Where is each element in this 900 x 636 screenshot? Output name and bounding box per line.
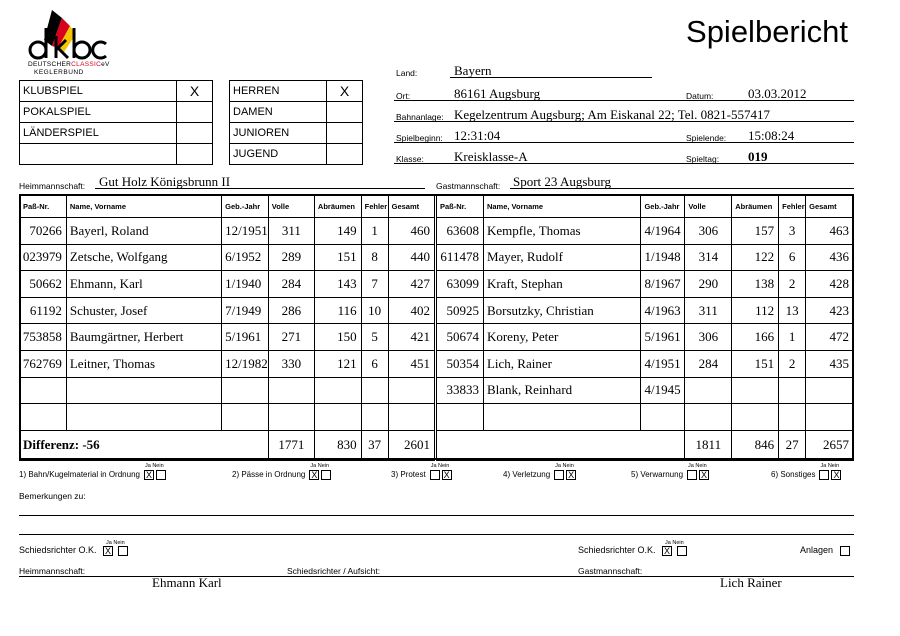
jugend-label: JUGEND — [230, 144, 327, 165]
home-player-row — [20, 244, 435, 271]
player-pass[interactable]: 70266 — [20, 218, 67, 245]
player-name[interactable]: Bayerl, Roland — [66, 218, 221, 245]
player-gesamt[interactable]: 463 — [806, 218, 854, 245]
player-pass[interactable]: 762769 — [20, 350, 67, 377]
player-geb[interactable]: 4/1951 — [641, 350, 685, 377]
guest-player-row — [437, 350, 854, 377]
player-name[interactable]: Kraft, Stephan — [483, 271, 641, 298]
check-item: 6) Sonstiges Ja Nein X — [771, 463, 840, 480]
referee-guest-nein-checkbox[interactable] — [677, 546, 687, 556]
ort-label: Ort: — [396, 91, 411, 101]
player-geb[interactable]: 1/1940 — [222, 271, 269, 298]
game-type-table — [19, 80, 213, 165]
player-name[interactable]: Mayer, Rudolf — [483, 244, 641, 271]
player-name[interactable]: Lich, Rainer — [483, 350, 641, 377]
check-nein-checkbox[interactable]: X — [568, 470, 575, 480]
player-geb[interactable]: 4/1964 — [641, 218, 685, 245]
player-volle[interactable]: 284 — [268, 271, 314, 298]
player-fehler[interactable]: 1 — [361, 218, 388, 245]
player-volle[interactable] — [685, 377, 732, 404]
player-pass[interactable]: 50674 — [437, 324, 484, 351]
home-total-abr: 830 — [314, 430, 361, 460]
check-ja-checkbox[interactable] — [819, 470, 829, 480]
player-geb[interactable]: 12/1951 — [222, 218, 269, 245]
player-volle[interactable] — [685, 404, 732, 431]
home-player-row — [20, 297, 435, 324]
player-volle[interactable]: 311 — [685, 297, 732, 324]
player-fehler[interactable]: 7 — [361, 271, 388, 298]
home-player-row — [20, 324, 435, 351]
player-pass[interactable]: 753858 — [20, 324, 67, 351]
guest-signature-label: Gastmannschaft: — [578, 566, 643, 576]
col-volle: Volle — [268, 195, 314, 218]
player-geb[interactable]: 5/1961 — [641, 324, 685, 351]
player-volle[interactable]: 290 — [685, 271, 732, 298]
player-fehler[interactable] — [779, 404, 806, 431]
spielbeginn-value[interactable]: 12:31:04 — [454, 128, 501, 143]
pokalspiel-label: POKALSPIEL — [20, 102, 177, 123]
player-fehler[interactable]: 6 — [361, 350, 388, 377]
player-fehler[interactable]: 13 — [779, 297, 806, 324]
player-pass[interactable]: 023979 — [20, 244, 67, 271]
player-pass[interactable]: 50354 — [437, 350, 484, 377]
player-gesamt[interactable]: 427 — [388, 271, 434, 298]
check-item: 4) Verletzung Ja Nein X — [503, 463, 575, 480]
player-geb[interactable] — [222, 404, 269, 431]
player-geb[interactable]: 5/1961 — [222, 324, 269, 351]
home-results-table — [19, 194, 435, 461]
junioren-label: JUNIOREN — [230, 123, 327, 144]
col-geb: Geb.-Jahr — [641, 195, 685, 218]
home-player-row — [20, 218, 435, 245]
category-table — [229, 80, 363, 165]
land-value[interactable]: Bayern — [454, 63, 492, 78]
player-fehler[interactable] — [361, 377, 388, 404]
home-total-fehler: 37 — [361, 430, 388, 460]
laenderspiel-label: LÄNDERSPIEL — [20, 123, 177, 144]
col-gesamt: Gesamt — [806, 195, 854, 218]
player-abr[interactable]: 150 — [314, 324, 361, 351]
col-geb: Geb.-Jahr — [222, 195, 269, 218]
player-gesamt[interactable] — [388, 377, 434, 404]
player-name[interactable] — [66, 404, 221, 431]
home-total-gesamt: 2601 — [388, 430, 434, 460]
check-nein-checkbox[interactable]: X — [701, 470, 708, 480]
player-gesamt[interactable]: 436 — [806, 244, 854, 271]
herren-checkbox[interactable]: X — [327, 81, 363, 102]
check-label: 3) Protest — [391, 470, 426, 480]
player-gesamt[interactable]: 428 — [806, 271, 854, 298]
player-gesamt[interactable]: 421 — [388, 324, 434, 351]
home-player-row — [20, 377, 435, 404]
home-player-row — [20, 350, 435, 377]
player-abr[interactable] — [314, 404, 361, 431]
player-name[interactable]: Schuster, Josef — [66, 297, 221, 324]
guest-player-row — [437, 218, 854, 245]
player-pass[interactable]: 33833 — [437, 377, 484, 404]
player-pass[interactable]: 61192 — [20, 297, 67, 324]
player-abr[interactable]: 149 — [314, 218, 361, 245]
guest-results-table — [436, 194, 854, 461]
player-volle[interactable]: 271 — [268, 324, 314, 351]
player-volle[interactable]: 314 — [685, 244, 732, 271]
damen-label: DAMEN — [230, 102, 327, 123]
player-pass[interactable]: 63608 — [437, 218, 484, 245]
player-gesamt[interactable]: 472 — [806, 324, 854, 351]
player-geb[interactable]: 8/1967 — [641, 271, 685, 298]
player-gesamt[interactable]: 402 — [388, 297, 434, 324]
dkbc-logo — [22, 8, 112, 80]
col-abr: Abräumen — [732, 195, 779, 218]
player-fehler[interactable]: 10 — [361, 297, 388, 324]
player-pass[interactable]: 50925 — [437, 297, 484, 324]
player-gesamt[interactable]: 440 — [388, 244, 434, 271]
referee-home-nein-checkbox[interactable] — [118, 546, 128, 556]
anlagen-field — [800, 545, 850, 556]
player-name[interactable]: Zetsche, Wolfgang — [66, 244, 221, 271]
guest-player-row — [437, 324, 854, 351]
player-name[interactable]: Koreny, Peter — [483, 324, 641, 351]
player-abr[interactable] — [732, 404, 779, 431]
home-signature-label: Heimmannschaft: — [19, 566, 86, 576]
col-fehler: Fehler — [779, 195, 806, 218]
check-label: 5) Verwarnung — [631, 470, 684, 480]
player-abr[interactable] — [732, 377, 779, 404]
player-abr[interactable]: 151 — [732, 350, 779, 377]
player-fehler[interactable] — [779, 377, 806, 404]
player-gesamt[interactable] — [806, 404, 854, 431]
player-name[interactable] — [66, 377, 221, 404]
player-fehler[interactable]: 1 — [779, 324, 806, 351]
home-player-row — [20, 404, 435, 431]
player-gesamt[interactable] — [806, 377, 854, 404]
check-item: 2) Pässe in Ordnung Ja Nein X — [232, 470, 331, 480]
guest-team-label: Gastmannschaft: — [436, 181, 501, 191]
player-pass[interactable] — [20, 377, 67, 404]
spielbeginn-label: Spielbeginn: — [396, 133, 443, 143]
player-fehler[interactable] — [361, 404, 388, 431]
check-nein-checkbox[interactable] — [156, 470, 166, 480]
player-abr[interactable]: 112 — [732, 297, 779, 324]
page-title: Spielbericht — [686, 14, 848, 49]
player-pass[interactable]: 50662 — [20, 271, 67, 298]
col-abr: Abräumen — [314, 195, 361, 218]
check-nein-checkbox[interactable] — [321, 470, 331, 480]
player-geb[interactable]: 4/1963 — [641, 297, 685, 324]
datum-value[interactable]: 03.03.2012 — [748, 86, 807, 101]
check-item: 3) Protest Ja Nein X — [391, 463, 450, 480]
player-fehler[interactable]: 2 — [779, 350, 806, 377]
damen-checkbox[interactable] — [327, 102, 363, 123]
home-player-row — [20, 271, 435, 298]
jugend-checkbox[interactable] — [327, 144, 363, 165]
player-abr[interactable]: 138 — [732, 271, 779, 298]
col-name: Name, Vorname — [483, 195, 641, 218]
bemerkungen-label: Bemerkungen zu: — [19, 491, 86, 501]
player-name[interactable]: Baumgärtner, Herbert — [66, 324, 221, 351]
datum-label: Datum: — [686, 91, 714, 101]
anlagen-checkbox[interactable] — [840, 546, 850, 556]
remarks-line[interactable] — [19, 534, 854, 535]
player-gesamt[interactable]: 451 — [388, 350, 434, 377]
check-item: 1) Bahn/Kugelmaterial in Ordnung Ja Nein X — [19, 470, 166, 480]
col-gesamt: Gesamt — [388, 195, 434, 218]
player-volle[interactable]: 289 — [268, 244, 314, 271]
bahnanlage-label: Bahnanlage: — [396, 112, 444, 122]
guest-total-gesamt: 2657 — [806, 430, 854, 460]
player-abr[interactable]: 166 — [732, 324, 779, 351]
player-abr[interactable]: 143 — [314, 271, 361, 298]
guest-player-row — [437, 404, 854, 431]
player-name[interactable] — [483, 404, 641, 431]
player-fehler[interactable]: 6 — [779, 244, 806, 271]
referee-guest-ja-checkbox[interactable]: X — [664, 545, 671, 556]
player-volle[interactable]: 306 — [685, 218, 732, 245]
guest-team-name[interactable]: Sport 23 Augsburg — [513, 174, 611, 189]
player-gesamt[interactable] — [388, 404, 434, 431]
player-abr[interactable]: 122 — [732, 244, 779, 271]
check-ja-checkbox[interactable] — [687, 470, 697, 480]
player-gesamt[interactable]: 460 — [388, 218, 434, 245]
logo-caption-2: KEGLERBUND — [34, 69, 84, 76]
check-ja-checkbox[interactable] — [430, 470, 440, 480]
logo-caption-1: DEUTSCHERCLASSICeV — [28, 61, 110, 68]
junioren-checkbox[interactable] — [327, 123, 363, 144]
check-label: 1) Bahn/Kugelmaterial in Ordnung — [19, 470, 140, 480]
guest-total-abr: 846 — [732, 430, 779, 460]
klubspiel-label: KLUBSPIEL — [20, 81, 177, 102]
player-volle[interactable]: 330 — [268, 350, 314, 377]
player-geb[interactable]: 1/1948 — [641, 244, 685, 271]
check-ja-checkbox[interactable]: X — [145, 470, 152, 480]
player-name[interactable]: Ehmann, Karl — [66, 271, 221, 298]
referee-home-ja-checkbox[interactable]: X — [105, 545, 112, 556]
guest-total-fehler: 27 — [779, 430, 806, 460]
check-nein-checkbox[interactable]: X — [443, 470, 450, 480]
player-gesamt[interactable]: 435 — [806, 350, 854, 377]
player-geb[interactable]: 6/1952 — [222, 244, 269, 271]
referee-ok-guest — [578, 545, 687, 556]
spieltag-label: Spieltag: — [686, 154, 720, 164]
guest-signature[interactable]: Lich Rainer — [720, 575, 782, 590]
player-abr[interactable] — [314, 377, 361, 404]
guest-player-row — [437, 244, 854, 271]
player-geb[interactable] — [641, 404, 685, 431]
col-volle: Volle — [685, 195, 732, 218]
anlagen-label: Anlagen — [800, 545, 834, 555]
home-team-label: Heimmannschaft: — [19, 181, 86, 191]
laenderspiel-checkbox[interactable] — [177, 123, 213, 144]
player-volle[interactable]: 286 — [268, 297, 314, 324]
bahnanlage-value[interactable]: Kegelzentrum Augsburg; Am Eiskanal 22; Tel. 0821-557417 — [454, 107, 770, 122]
col-fehler: Fehler — [361, 195, 388, 218]
check-ja-checkbox[interactable] — [554, 470, 564, 480]
player-abr[interactable]: 116 — [314, 297, 361, 324]
ort-value[interactable]: 86161 Augsburg — [454, 86, 541, 101]
player-pass[interactable] — [20, 404, 67, 431]
home-team-name[interactable]: Gut Holz Königsbrunn II — [99, 174, 231, 189]
col-pass: Paß-Nr. — [20, 195, 67, 218]
referee-signature-label: Schiedsrichter / Aufsicht: — [287, 566, 381, 576]
player-geb[interactable]: 12/1982 — [222, 350, 269, 377]
klubspiel-checkbox[interactable]: X — [177, 81, 213, 102]
referee-ok-label: Schiedsrichter O.K. — [578, 545, 656, 555]
player-pass[interactable]: 611478 — [437, 244, 484, 271]
player-name[interactable]: Leitner, Thomas — [66, 350, 221, 377]
player-fehler[interactable]: 2 — [779, 271, 806, 298]
player-name[interactable]: Blank, Reinhard — [483, 377, 641, 404]
referee-ok-label: Schiedsrichter O.K. — [19, 545, 97, 555]
player-pass[interactable] — [437, 404, 484, 431]
player-name[interactable]: Borsutzky, Christian — [483, 297, 641, 324]
player-geb[interactable] — [222, 377, 269, 404]
player-geb[interactable]: 4/1945 — [641, 377, 685, 404]
spielende-value[interactable]: 15:08:24 — [748, 128, 795, 143]
land-label: Land: — [396, 68, 418, 78]
player-volle[interactable]: 311 — [268, 218, 314, 245]
player-pass[interactable]: 63099 — [437, 271, 484, 298]
spielende-label: Spielende: — [686, 133, 727, 143]
klasse-value[interactable]: Kreisklasse-A — [454, 149, 528, 164]
check-ja-checkbox[interactable]: X — [311, 470, 318, 480]
check-label: 4) Verletzung — [503, 470, 551, 480]
referee-ok-home — [19, 545, 128, 556]
player-fehler[interactable]: 8 — [361, 244, 388, 271]
dkbc-logo-graphic — [22, 8, 112, 62]
player-name[interactable]: Kempfle, Thomas — [483, 218, 641, 245]
player-fehler[interactable]: 5 — [361, 324, 388, 351]
player-volle[interactable] — [268, 377, 314, 404]
remarks-line[interactable] — [19, 515, 854, 516]
player-volle[interactable]: 306 — [685, 324, 732, 351]
player-abr[interactable]: 121 — [314, 350, 361, 377]
col-pass: Paß-Nr. — [437, 195, 484, 218]
col-name: Name, Vorname — [66, 195, 221, 218]
check-label: 6) Sonstiges — [771, 470, 816, 480]
klasse-label: Klasse: — [396, 154, 424, 164]
guest-total-volle: 1811 — [685, 430, 732, 460]
player-geb[interactable]: 7/1949 — [222, 297, 269, 324]
guest-player-row — [437, 271, 854, 298]
player-gesamt[interactable]: 423 — [806, 297, 854, 324]
check-label: 2) Pässe in Ordnung — [232, 470, 306, 480]
spieltag-value[interactable]: 019 — [748, 149, 768, 164]
check-item: 5) Verwarnung Ja Nein X — [631, 463, 708, 480]
home-total-volle: 1771 — [268, 430, 314, 460]
player-volle[interactable]: 284 — [685, 350, 732, 377]
player-volle[interactable] — [268, 404, 314, 431]
guest-player-row — [437, 377, 854, 404]
difference-value: Differenz: -56 — [20, 430, 269, 460]
home-signature[interactable]: Ehmann Karl — [152, 575, 222, 590]
player-abr[interactable]: 151 — [314, 244, 361, 271]
guest-player-row — [437, 297, 854, 324]
player-abr[interactable]: 157 — [732, 218, 779, 245]
herren-label: HERREN — [230, 81, 327, 102]
check-nein-checkbox[interactable]: X — [833, 470, 840, 480]
player-fehler[interactable]: 3 — [779, 218, 806, 245]
pokalspiel-checkbox[interactable] — [177, 102, 213, 123]
